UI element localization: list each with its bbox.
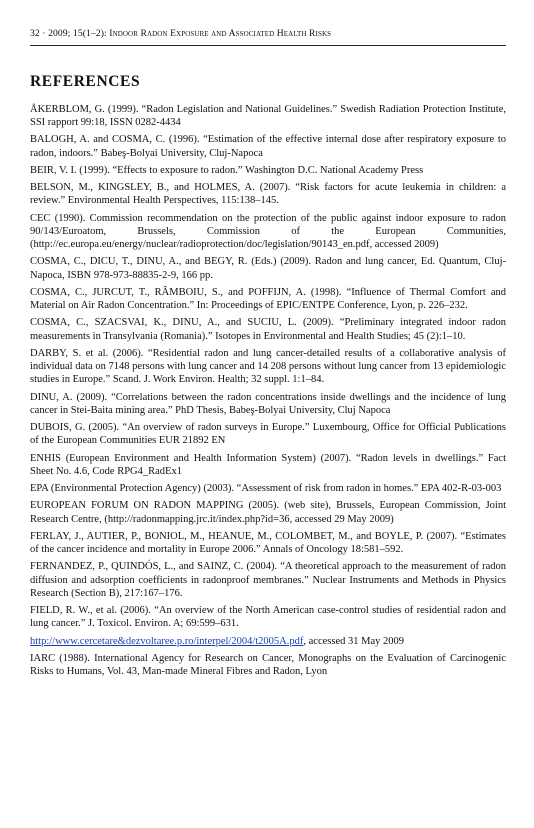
reference-item: BALOGH, A. and COSMA, C. (1996). “Estimation of the effective internal dose after respiratory exposure to radon, indoors.” Babeş-Bolyai University, Cluj-Napoca xyxy=(30,134,506,159)
reference-item: DINU, A. (2009). “Correlations between the radon concentrations inside dwellings and the incidence of lung cancer in Stei-Baita mining area.” PhD Thesis, Babeş-Bolyai University, Cluj Napoca xyxy=(30,391,506,416)
reference-item: ENHIS (European Environment and Health Information System) (2007). “Radon levels in dwellings.” Fact Sheet No. 4.6, Code RPG4_RadEx1 xyxy=(30,452,506,477)
reference-item xyxy=(30,635,506,648)
reference-item: IARC (1988). International Agency for Research on Cancer, Monographs on the Evaluation of Carcinogenic Risks to Humans, Vol. 43, Man-made Mineral Fibres and Radon, Lyon xyxy=(30,652,506,678)
reference-link-note: , accessed 31 May 2009 xyxy=(303,635,404,647)
section-title: REFERENCES xyxy=(30,73,141,90)
reference-item: COSMA, C., JURCUT, T., RÂMBOIU, S., and POFFIJN, A. (1998). “Influence of Thermal Comfort and Material on Air Radon Concentration.” In: Proceedings of EPIC/ENTPE Conference, Lyon, p. 226–232. xyxy=(30,286,506,312)
reference-item: COSMA, C., SZACSVAI, K., DINU, A., and SUCIU, L. (2009). “Preliminary integrated indoor radon measurements in Transylvania (Romania).” Isotopes in Environmental and Health Studies; 45 (2):1–10. xyxy=(30,317,506,342)
journal-title: Indoor Radon Exposure and Associated Health Risks xyxy=(109,28,332,39)
reference-item: BELSON, M., KINGSLEY, B., and HOLMES, A. (2007). “Risk factors for acute leukemia in children: a review.” Environmental Health Perspectives, 115:138–145. xyxy=(30,182,506,207)
reference-item: FERLAY, J., AUTIER, P., BONIOL, M., HEANUE, M., COLOMBET, M., and BOYLE, P. (2007). “Estimates of the cancer incidence and mortality in Europe 2006.” Annals of Oncology 18:581–592. xyxy=(30,530,506,556)
reference-item: ÅKERBLOM, G. (1999). “Radon Legislation and National Guidelines.” Swedish Radiation Protection Institute, SSI rapport 99:18, ISSN 0282-4434 xyxy=(30,104,506,129)
running-head xyxy=(30,28,506,46)
reference-list xyxy=(30,103,506,678)
reference-item: CEC (1990). Commission recommendation on the protection of the public against indoor exposure to radon 90/143/Euroatom, Brussels, Commission of the European Communities, (http://ec.europa.eu/energy/nuclear/radioprotection/doc/legislation/90143_en.pdf, accessed 2009) xyxy=(30,212,506,251)
reference-item: COSMA, C., DICU, T., DINU, A., and BEGY, R. (Eds.) (2009). Radon and lung cancer, Ed. Quantum, Cluj-Napoca, ISBN 978-973-88835-2-9, 166 pp. xyxy=(30,256,506,281)
reference-item: EPA (Environmental Protection Agency) (2003). “Assessment of risk from radon in homes.” EPA 402-R-03-003 xyxy=(30,483,502,495)
reference-item: DARBY, S. et al. (2006). “Residential radon and lung cancer-detailed results of a collaborative analysis of individual data on 7148 persons with lung cancer and 14 208 persons without lung cancer from 13 epidemiologic studies in Europe.” Scand. J. Work Environ. Health; 32 suppl. 1:1–84. xyxy=(30,347,506,386)
reference-item: FIELD, R. W., et al. (2006). “An overview of the North American case-control studies of residential radon and lung cancer.” J. Toxicol. Environ. A; 69:599–631. xyxy=(30,605,506,630)
reference-item: DUBOIS, G. (2005). “An overview of radon surveys in Europe.” Luxembourg, Office for Official Publications of the European Communities EUR 21892 EN xyxy=(30,422,506,447)
page xyxy=(30,28,506,682)
reference-item: BEIR, V. I. (1999). “Effects to exposure to radon.” Washington D.C. National Academy Press xyxy=(30,164,424,176)
reference-item: FERNANDEZ, P., QUINDÓS, L., and SAINZ, C. (2004). “A theoretical approach to the measurement of radon diffusion and adsorption coefficients in radonproof membranes.” Nuclear Instruments and Methods in Physics Research (Section B), 217:167–176. xyxy=(30,561,506,599)
page-info: 32 · 2009; 15(1–2): xyxy=(30,28,110,39)
reference-item: EUROPEAN FORUM ON RADON MAPPING (2005). (web site), Brussels, European Commission, Joint Research Centre, (http://radonmapping.jrc.it/index.php?id=36, accessed 29 May 2009) xyxy=(30,500,506,525)
reference-link[interactable]: http://www.cercetare&dezvoltaree.p.ro/interpel/2004/t2005A.pdf xyxy=(30,635,304,647)
